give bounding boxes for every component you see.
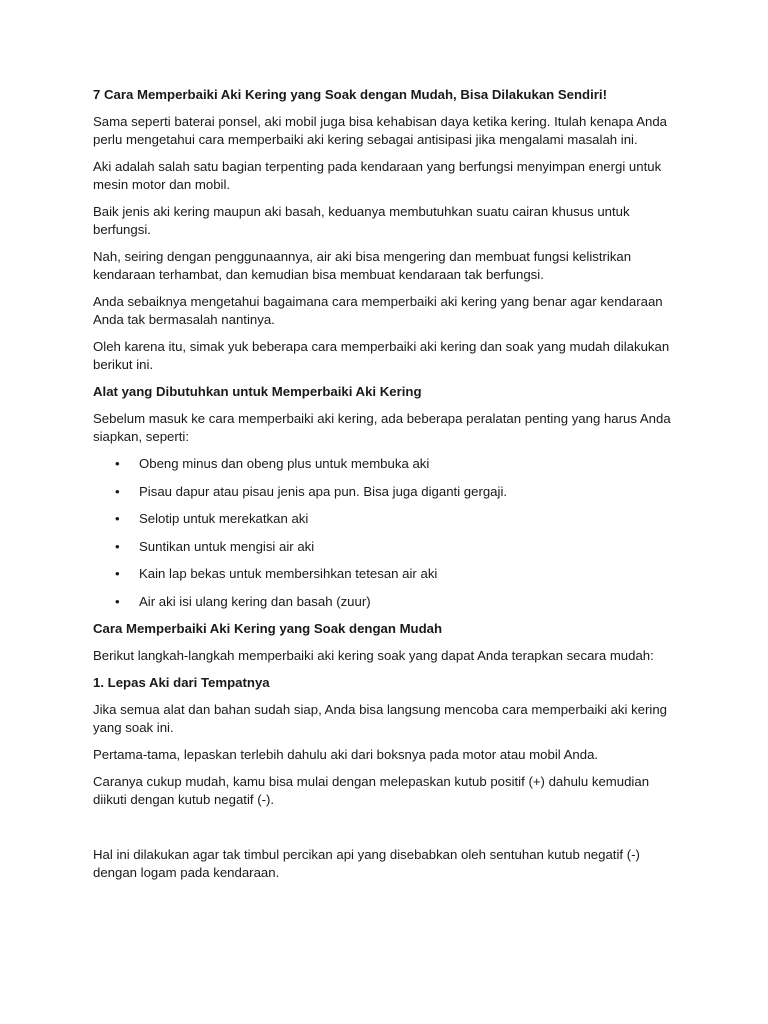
list-item (93, 483, 673, 501)
methods-heading: Cara Memperbaiki Aki Kering yang Soak dengan Mudah (93, 621, 443, 636)
bullet-icon: • (115, 483, 120, 499)
step-paragraph: Jika semua alat dan bahan sudah siap, Anda bisa langsung mencoba cara memperbaiki aki kering yang soak ini. (93, 702, 668, 735)
bullet-icon: • (115, 566, 120, 581)
list-item-text: Obeng minus dan obeng plus untuk membuka aki (139, 456, 430, 471)
methods-intro: Berikut langkah-langkah memperbaiki aki kering soak yang dapat Anda terapkan secara mudah: (93, 648, 654, 663)
intro-paragraph: Oleh karena itu, simak yuk beberapa cara memperbaiki aki kering dan soak yang mudah dilakukan berikut ini. (93, 339, 670, 372)
final-paragraph: Hal ini dilakukan agar tak timbul percikan api yang disebabkan oleh sentuhan kutub negatif (-) dengan logam pada kendaraan. (93, 847, 640, 880)
bullet-icon: • (115, 593, 120, 609)
list-item-text: Kain lap bekas untuk membersihkan tetesan air aki (139, 566, 438, 581)
intro-paragraph: Baik jenis aki kering maupun aki basah, keduanya membutuhkan suatu cairan khusus untuk berfungsi. (93, 204, 630, 237)
tools-heading: Alat yang Dibutuhkan untuk Memperbaiki Aki Kering (93, 384, 422, 399)
bullet-icon: • (115, 511, 120, 526)
list-item-text: Air aki isi ulang kering dan basah (zuur) (139, 593, 371, 609)
list-item (93, 565, 673, 583)
bullet-icon: • (115, 538, 120, 554)
intro-paragraph: Anda sebaiknya mengetahui bagaimana cara memperbaiki aki kering yang benar agar kendaraan Anda tak bermasalah nantinya. (93, 294, 663, 327)
tools-list (93, 455, 673, 611)
step-paragraph: Pertama-tama, lepaskan terlebih dahulu aki dari boksnya pada motor atau mobil Anda. (93, 747, 599, 762)
list-item (93, 538, 673, 556)
list-item (93, 455, 673, 473)
intro-paragraph: Aki adalah salah satu bagian terpenting pada kendaraan yang berfungsi menyimpan energi untuk mesin motor dan mobil. (93, 159, 662, 192)
step-paragraph: Caranya cukup mudah, kamu bisa mulai dengan melepaskan kutub positif (+) dahulu kemudian diikuti dengan kutub negatif (-). (93, 774, 650, 807)
step-heading: 1. Lepas Aki dari Tempatnya (93, 675, 270, 690)
intro-paragraph: Sama seperti baterai ponsel, aki mobil juga bisa kehabisan daya ketika kering. Itulah kenapa Anda perlu mengetahui cara memperbaiki aki kering sebagai antisipasi jika mengalami masalah ini. (93, 114, 668, 147)
list-item (93, 593, 673, 611)
blank-line (93, 818, 673, 846)
document-page (93, 86, 673, 891)
bullet-icon: • (115, 456, 120, 471)
list-item-text: Pisau dapur atau pisau jenis apa pun. Bisa juga diganti gergaji. (139, 483, 508, 499)
list-item-text: Selotip untuk merekatkan aki (139, 511, 309, 526)
document-title: 7 Cara Memperbaiki Aki Kering yang Soak dengan Mudah, Bisa Dilakukan Sendiri! (93, 87, 607, 102)
list-item (93, 510, 673, 528)
list-item-text: Suntikan untuk mengisi air aki (139, 538, 315, 554)
intro-paragraph: Nah, seiring dengan penggunaannya, air aki bisa mengering dan membuat fungsi kelistrikan kendaraan terhambat, dan kemudian bisa membuat kendaraan tak berfungsi. (93, 249, 632, 282)
tools-intro: Sebelum masuk ke cara memperbaiki aki kering, ada beberapa peralatan penting yang harus Anda siapkan, seperti: (93, 411, 671, 444)
